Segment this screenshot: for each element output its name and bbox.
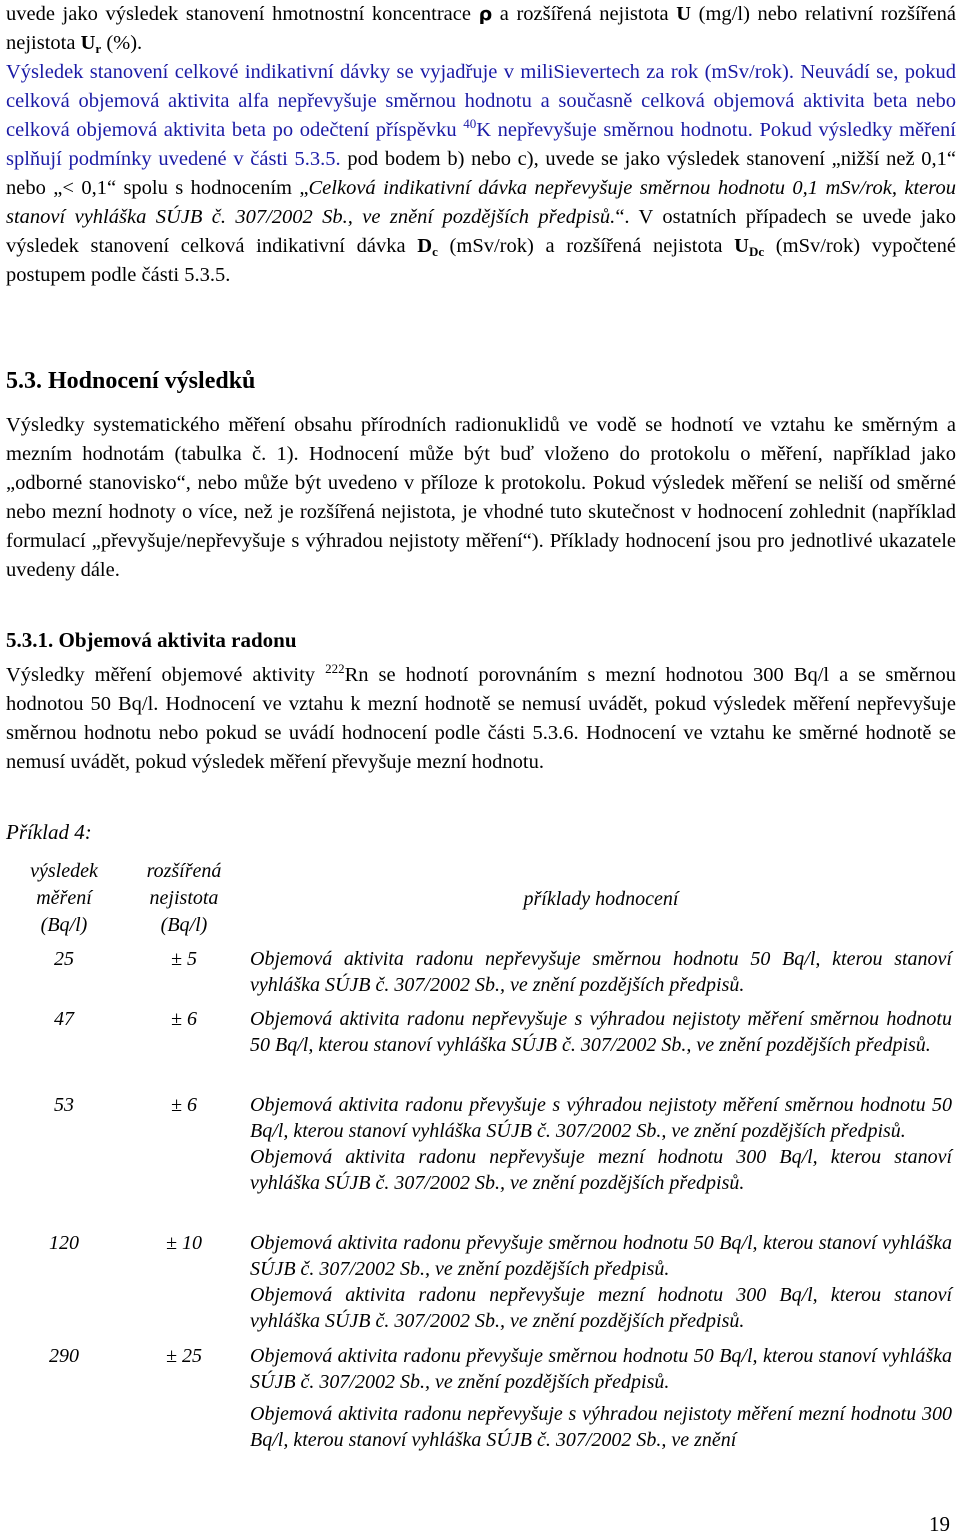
text-segment: pod bodem b) nebo c), uvede se jako výsledek stanovení „nižší než 0,1“ nebo „< 0,1“ spolu s hodnocením „ [6, 148, 957, 199]
symbol-Ur: U [80, 32, 96, 54]
evaluation-sentence: Objemová aktivita radonu nepřevyšuje mezní hodnotu 300 Bq/l, kterou stanoví vyhláška SÚJB č. 307/2002 Sb., ve znění pozdějších předpisů. [250, 1146, 952, 1194]
text-segment: (mSv/rok) a rozšířená nejistota [437, 235, 735, 257]
text-segment: Výsledky měření objemové aktivity [6, 664, 326, 686]
evaluation-sentence: Objemová aktivita radonu převyšuje s výhradou nejistoty měření směrnou hodnotu 50 Bq/l, kterou stanoví vyhláška SÚJB č. 307/2002 Sb., ve znění pozdějších předpisů. [250, 1094, 952, 1142]
cell-uncertainty: ± 5 [171, 948, 197, 970]
cell-uncertainty: ± 10 [166, 1232, 202, 1254]
cell-result-value: 120 [49, 1232, 79, 1254]
column-header-examples: příklady hodnocení [523, 888, 679, 910]
symbol-Dc: D [417, 235, 433, 257]
text-segment: uvede jako výsledek stanovení hmotnostní koncentrace [6, 3, 479, 25]
cell-evaluation [250, 1343, 952, 1453]
cell-uncertainty: ± 6 [171, 1094, 197, 1116]
header-line: výsledek [30, 860, 98, 882]
radon-mass-number: 222 [325, 661, 345, 676]
symbol-UDc-subscript: Dc [748, 244, 765, 259]
symbol-UDc: U [734, 235, 749, 257]
header-line: nejistota [149, 887, 219, 909]
page-number: 19 [929, 1512, 950, 1536]
text-segment: Rn se hodnotí porovnáním s mezní hodnotou 300 Bq/l a se směrnou hodnotou 50 Bq/l. Hodnocení ve vztahu k mezní hodnotě se nemusí uvádět, pokud výsledek měření nepřevyšuje směrnou hodnotu nebo pokud se uvádí hodnocení podle části 5.3.6. Hodnocení ve vztahu ke směrné hodnotě se nemusí uvádět, pokud výsledek měření převyšuje mezní hodnotu. [6, 664, 956, 773]
italic-evaluation-text: Celková indikativní dávka nepřevyšuje směrnou hodnotu 0,1 mSv/rok, kterou stanoví vyhláška SÚJB č. 307/2002 Sb., ve znění pozdějších předpisů. [6, 177, 956, 228]
evaluation-sentence: Objemová aktivita radonu nepřevyšuje s výhradou nejistoty měření směrnou hodnotu 50 Bq/l, kterou stanoví vyhláška SÚJB č. 307/2002 Sb., ve znění pozdějších předpisů. [250, 1008, 952, 1056]
example-label: Příklad 4: [6, 820, 92, 844]
header-line: (Bq/l) [160, 914, 208, 936]
subsection-heading: 5.3.1. Objemová aktivita radonu [6, 628, 297, 652]
header-line: (Bq/l) [40, 914, 88, 936]
section-paragraph: Výsledky systematického měření obsahu přírodních radionuklidů ve vodě se hodnotí ve vztahu ke směrným a mezním hodnotám (tabulka č. 1). Hodnocení může být buď vloženo do protokolu o měření, například jako „odborné stanovisko“, nebo může být uvedeno v příloze k protokolu. Pokud výsledek měření se neliší od směrné nebo mezní hodnoty o více, než je rozšířená nejistota, je vhodné tuto skutečnost v hodnocení zohlednit (například formulací „převyšuje/nepřevyšuje s výhradou nejistoty měření“). Příklady hodnocení jsou pro jednotlivé ukazatele uvedeny dále. [6, 414, 956, 581]
symbol-U: U [676, 3, 692, 25]
cell-result-value: 53 [54, 1094, 74, 1116]
header-line: rozšířená [146, 860, 222, 882]
cell-uncertainty: ± 6 [171, 1008, 197, 1030]
cell-evaluation [250, 1230, 952, 1334]
cell-evaluation [250, 1092, 952, 1196]
text-segment: (%). [101, 32, 143, 54]
rho-symbol: ρ [478, 3, 493, 25]
potassium-mass-number: 40 [463, 116, 477, 131]
evaluation-sentence: Objemová aktivita radonu nepřevyšuje s výhradou nejistoty měření mezní hodnotu 300 Bq/l, kterou stanoví vyhláška SÚJB č. 307/2002 Sb., ve znění [250, 1403, 952, 1451]
cell-result-value: 47 [54, 1008, 74, 1030]
cell-evaluation [250, 1006, 952, 1058]
cell-result-value: 290 [49, 1345, 79, 1367]
evaluation-sentence: Objemová aktivita radonu nepřevyšuje mezní hodnotu 300 Bq/l, kterou stanoví vyhláška SÚJB č. 307/2002 Sb., ve znění pozdějších předpisů. [250, 1284, 952, 1332]
text-segment: K nepřevyšuje směrnou hodnotu. Pokud výsledky měření splňují podmínky uvedené v části 5.3.5. [6, 119, 957, 170]
column-header-uncertainty [130, 858, 238, 939]
evaluation-sentence: Objemová aktivita radonu převyšuje směrnou hodnotu 50 Bq/l, kterou stanoví vyhláška SÚJB č. 307/2002 Sb., ve znění pozdějších předpisů. [250, 1232, 952, 1280]
text-segment: a rozšířená nejistota [492, 3, 677, 25]
column-header-result [14, 858, 114, 939]
symbol-Dc-subscript: c [432, 244, 438, 259]
text-segment: (mg/l) nebo relativní rozšířená nejistota [6, 3, 956, 54]
text-segment: Výsledek stanovení celkové indikativní dávky se vyjadřuje v miliSievertech za rok (mSv/rok). Neuvádí se, pokud celková objemová aktivita alfa nepřevyšuje směrnou hodnotu a současně celková objemová aktivita beta nebo celková objemová aktivita beta po odečtení příspěvku [6, 61, 956, 141]
header-line: měření [36, 887, 92, 909]
subsection-paragraph [6, 661, 956, 777]
paragraph-indicative-dose [6, 58, 956, 290]
evaluation-sentence: Objemová aktivita radonu nepřevyšuje směrnou hodnotu 50 Bq/l, kterou stanoví vyhláška SÚJB č. 307/2002 Sb., ve znění pozdějších předpisů. [250, 948, 952, 996]
section-heading: 5.3. Hodnocení výsledků [6, 368, 256, 394]
symbol-Ur-subscript: r [95, 41, 102, 56]
cell-evaluation [250, 946, 952, 998]
paragraph-concentration [6, 0, 956, 58]
cell-result-value: 25 [54, 948, 74, 970]
text-segment: (mSv/rok) vypočtené postupem podle části 5.3.5. [6, 235, 956, 286]
text-segment: “. V ostatních případech se uvede jako výsledek stanovení celková indikativní dávka [6, 206, 956, 257]
evaluation-sentence: Objemová aktivita radonu převyšuje směrnou hodnotu 50 Bq/l, kterou stanoví vyhláška SÚJB č. 307/2002 Sb., ve znění pozdějších předpisů. [250, 1345, 952, 1393]
cell-uncertainty: ± 25 [166, 1345, 202, 1367]
